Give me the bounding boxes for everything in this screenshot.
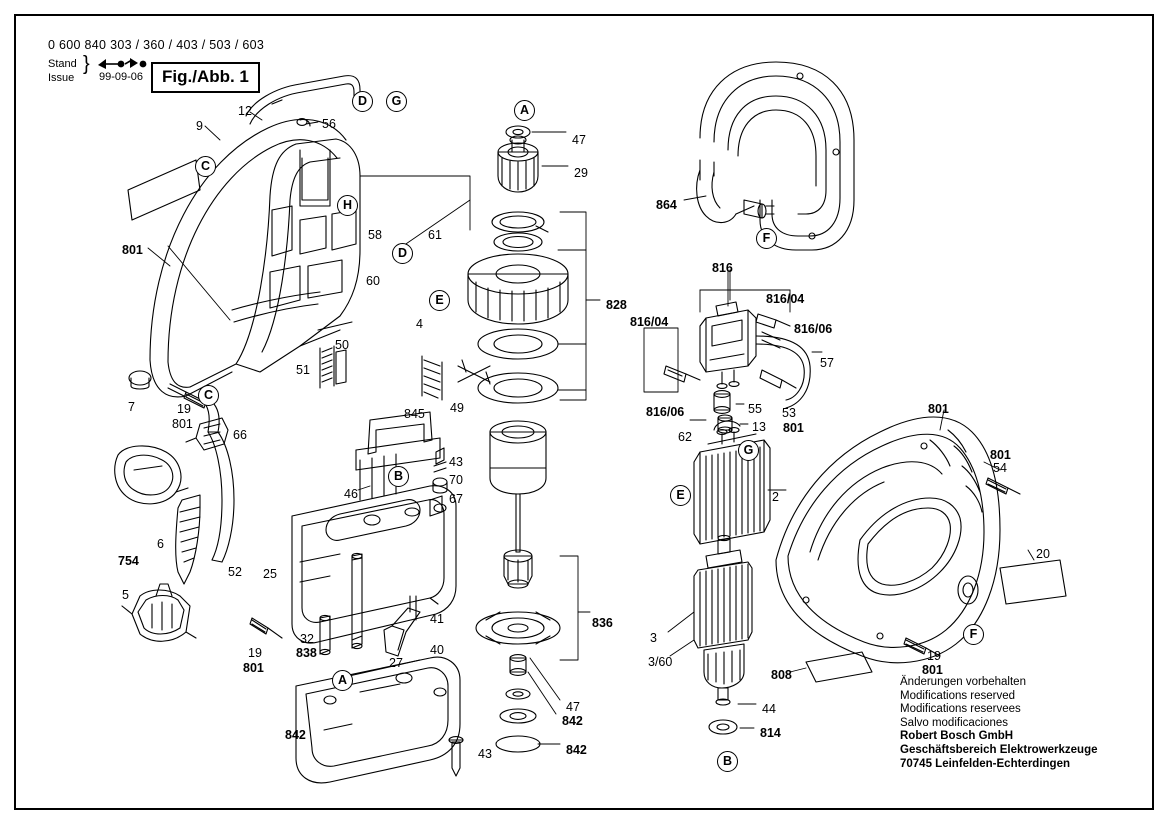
callout-32: 32 bbox=[300, 632, 314, 646]
callout-57: 57 bbox=[820, 356, 834, 370]
callout-27: 27 bbox=[389, 656, 403, 670]
callout-47-top: 47 bbox=[572, 133, 586, 147]
callout-816-04-right: 816/04 bbox=[766, 292, 805, 306]
callout-40: 40 bbox=[430, 643, 444, 657]
marker-f-2: F bbox=[963, 624, 984, 645]
callout-808: 808 bbox=[771, 668, 792, 682]
callout-46: 46 bbox=[344, 487, 358, 501]
callout-49: 49 bbox=[450, 401, 464, 415]
callout-51: 51 bbox=[296, 363, 310, 377]
callout-801-right: 801 bbox=[928, 402, 949, 416]
callout-25: 25 bbox=[263, 567, 277, 581]
part-number-header: 0 600 840 303 / 360 / 403 / 503 / 603 bbox=[48, 38, 265, 52]
marker-f-1: F bbox=[756, 228, 777, 249]
legal-footer bbox=[900, 676, 1098, 771]
callout-5: 5 bbox=[122, 588, 129, 602]
marker-c-2: C bbox=[198, 385, 219, 406]
header-mark-icon bbox=[96, 56, 150, 72]
callout-43-a: 43 bbox=[449, 455, 463, 469]
marker-e-2: E bbox=[670, 485, 691, 506]
marker-b-2: B bbox=[717, 751, 738, 772]
callout-53: 53 bbox=[782, 406, 796, 420]
marker-d-2: D bbox=[392, 243, 413, 264]
footer-line-2: Modifications reserved bbox=[900, 689, 1016, 702]
marker-a-1: A bbox=[514, 100, 535, 121]
callout-19-right: 19 bbox=[927, 649, 941, 663]
callout-814: 814 bbox=[760, 726, 781, 740]
callout-842-c: 842 bbox=[566, 743, 587, 757]
issue-label: Issue bbox=[48, 72, 75, 84]
callout-801-left-2: 801 bbox=[172, 417, 193, 431]
issue-date: 99-09-06 bbox=[99, 71, 144, 83]
callout-47-bottom: 47 bbox=[566, 700, 580, 714]
callout-56: 56 bbox=[322, 117, 336, 131]
callout-61: 61 bbox=[428, 228, 442, 242]
callout-20: 20 bbox=[1036, 547, 1050, 561]
footer-line-3: Modifications reservees bbox=[900, 703, 1021, 716]
callout-3-60: 3/60 bbox=[648, 655, 673, 669]
callout-19-left: 19 bbox=[177, 402, 191, 416]
callout-60: 60 bbox=[366, 274, 380, 288]
callout-864: 864 bbox=[656, 198, 677, 212]
callout-842-b: 842 bbox=[562, 714, 583, 728]
callout-41: 41 bbox=[430, 612, 444, 626]
callout-2: 2 bbox=[772, 490, 779, 504]
callout-845: 845 bbox=[404, 407, 425, 421]
callout-29: 29 bbox=[574, 166, 588, 180]
callout-816-06-right: 816/06 bbox=[794, 322, 833, 336]
callout-838: 838 bbox=[296, 646, 317, 660]
callout-9: 9 bbox=[196, 119, 203, 133]
callout-50: 50 bbox=[335, 338, 349, 352]
callout-801-right-2: 801 bbox=[990, 448, 1011, 462]
marker-b-1: B bbox=[388, 466, 409, 487]
callout-754: 754 bbox=[118, 554, 139, 568]
footer-address: 70745 Leinfelden-Echterdingen bbox=[900, 757, 1070, 770]
callout-801-bottom: 801 bbox=[243, 661, 264, 675]
callout-44: 44 bbox=[762, 702, 776, 716]
marker-d-1: D bbox=[352, 91, 373, 112]
callout-62: 62 bbox=[678, 430, 692, 444]
callout-816-06-left: 816/06 bbox=[646, 405, 685, 419]
marker-g-2: G bbox=[738, 440, 759, 461]
footer-line-4: Salvo modificaciones bbox=[900, 716, 1009, 729]
callout-12: 12 bbox=[238, 104, 252, 118]
callout-7: 7 bbox=[128, 400, 135, 414]
callout-816-04-left: 816/04 bbox=[630, 315, 669, 329]
callout-816: 816 bbox=[712, 261, 733, 275]
callout-801-left: 801 bbox=[122, 243, 143, 257]
callout-43-b: 43 bbox=[478, 747, 492, 761]
callout-66: 66 bbox=[233, 428, 247, 442]
callout-67: 67 bbox=[449, 492, 463, 506]
stand-label: Stand bbox=[48, 58, 77, 70]
callout-842-cover: 842 bbox=[285, 728, 306, 742]
callout-4: 4 bbox=[416, 317, 423, 331]
footer-company: Robert Bosch GmbH bbox=[900, 730, 1014, 743]
callout-828: 828 bbox=[606, 298, 627, 312]
marker-h: H bbox=[337, 195, 358, 216]
callout-13: 13 bbox=[752, 420, 766, 434]
callout-55: 55 bbox=[748, 402, 762, 416]
footer-line-1: Änderungen vorbehalten bbox=[900, 676, 1026, 688]
callout-52: 52 bbox=[228, 565, 242, 579]
marker-c-1: C bbox=[195, 156, 216, 177]
callout-58: 58 bbox=[368, 228, 382, 242]
callout-801-switch: 801 bbox=[783, 421, 804, 435]
marker-g-1: G bbox=[386, 91, 407, 112]
callout-54: 54 bbox=[993, 461, 1007, 475]
footer-division: Geschäftsbereich Elektrowerkzeuge bbox=[900, 743, 1098, 756]
callout-836: 836 bbox=[592, 616, 613, 630]
callout-70: 70 bbox=[449, 473, 463, 487]
marker-e-1: E bbox=[429, 290, 450, 311]
figure-box: Fig./Abb. 1 bbox=[151, 62, 260, 93]
callout-3: 3 bbox=[650, 631, 657, 645]
callout-6: 6 bbox=[157, 537, 164, 551]
callout-801-right-3: 801 bbox=[922, 663, 943, 677]
callout-19-bottom: 19 bbox=[248, 646, 262, 660]
marker-a-2: A bbox=[332, 670, 353, 691]
header-brace: } bbox=[83, 53, 90, 75]
